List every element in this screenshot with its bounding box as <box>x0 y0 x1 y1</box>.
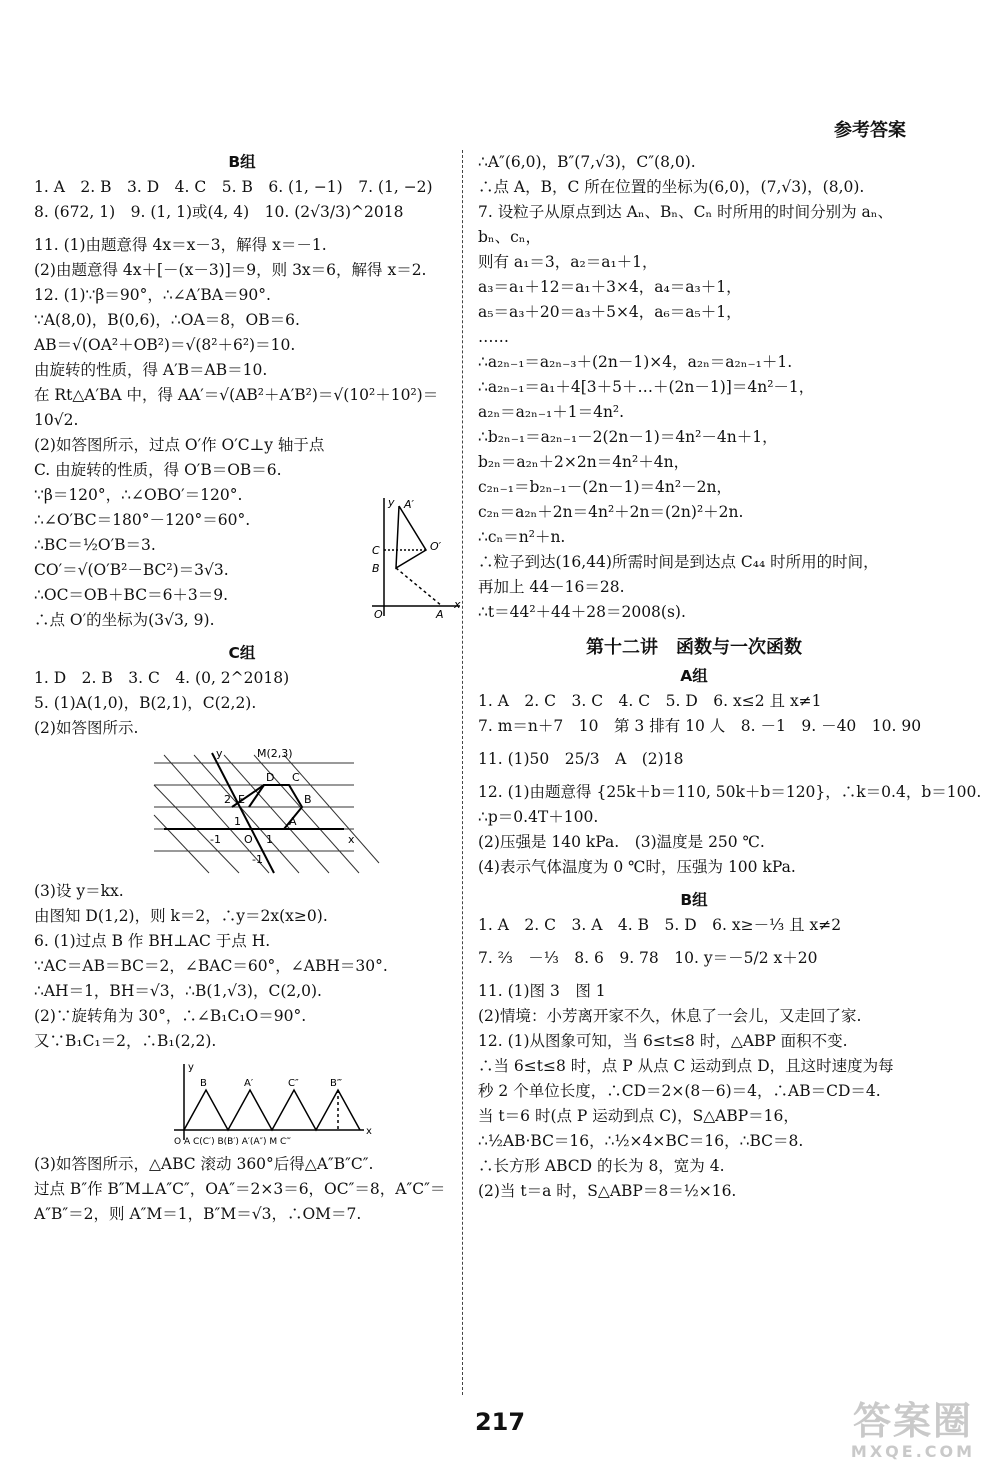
answer-line: 由图知 D(1,2)，则 k＝2，∴y＝2x(x≥0). <box>34 907 328 925</box>
answer-line: CO′＝√(O′B²－BC²)＝3√3. <box>34 561 229 579</box>
fig1-label: x <box>454 598 461 611</box>
answer-line: 秒 2 个单位长度，∴CD＝2×(8－6)＝4，∴AB＝CD＝4. <box>478 1082 881 1100</box>
watermark-url: MXQE.COM <box>850 1442 976 1461</box>
page-number: 217 <box>474 1408 526 1436</box>
answer-line: 又∵B₁C₁＝2，∴B₁(2,2). <box>34 1032 217 1050</box>
fig3-label: x <box>366 1126 372 1137</box>
answer-line: b₂ₙ＝a₂ₙ＋2×2n＝4n²＋4n， <box>478 453 690 471</box>
fig2-label: 2 <box>224 793 231 806</box>
section-title-c: C组 <box>228 644 256 662</box>
fig3-label: B <box>200 1078 207 1089</box>
fig1-label: B <box>372 562 380 575</box>
answer-line: 12. (1)∵β＝90°，∴∠A′BA＝90°. <box>34 286 271 304</box>
right-column <box>478 150 982 1204</box>
answer-line: 8. (672, 1) 9. (1, 1)或(4, 4) 10. (2√3/3)^2018 <box>34 203 404 221</box>
watermark-logo <box>848 1400 978 1466</box>
answer-line: (3)设 y＝kx. <box>34 882 124 900</box>
answer-line: 1. A 2. C 3. C 4. C 5. D 6. x≤2 且 x≠1 <box>478 692 822 710</box>
answer-line: 7. ⅔ －⅓ 8. 6 9. 78 10. y＝－5/2 x＋20 <box>478 949 818 967</box>
fig2-label: D <box>266 771 275 784</box>
answer-line: ∴½AB·BC＝16，∴½×4×BC＝16，∴BC＝8. <box>478 1132 804 1150</box>
answer-line: 当 t＝6 时(点 P 运动到点 C)，S△ABP＝16， <box>478 1107 799 1125</box>
answer-line: ∴t＝44²＋44＋28＝2008(s). <box>478 603 686 621</box>
answer-line: ∴AH＝1，BH＝√3，∴B(1,√3)，C(2,0). <box>34 982 322 1000</box>
fig3-label: y <box>188 1062 194 1073</box>
watermark-text: 答案圈 <box>852 1399 973 1443</box>
fig2-label: 1 <box>266 833 273 846</box>
answer-line: 1. D 2. B 3. C 4. (0, 2^2018) <box>34 669 290 687</box>
answer-line: 11. (1)由题意得 4x＝x－3，解得 x＝－1. <box>34 236 327 254</box>
fig2-label: A <box>289 815 297 828</box>
lecture-title: 第十二讲 函数与一次函数 <box>586 637 802 658</box>
answer-line: (4)表示气体温度为 0 ℃时，压强为 100 kPa. <box>478 858 796 876</box>
fig1-label: A <box>436 608 444 621</box>
fig1-label: y <box>388 496 395 509</box>
answer-line: ∴点 A，B，C 所在位置的坐标为(6,0)，(7,√3)，(8,0). <box>478 178 865 196</box>
answer-line: ∴当 6≤t≤8 时，点 P 从点 C 运动到点 D，且这时速度为每 <box>478 1057 894 1075</box>
fig1-label: A′ <box>404 498 415 511</box>
answer-line: 7. 设粒子从原点到达 Aₙ、Bₙ、Cₙ 时所用的时间分别为 aₙ、 <box>478 203 894 221</box>
answer-line: 1. A 2. C 3. A 4. B 5. D 6. x≥－⅓ 且 x≠2 <box>478 916 842 934</box>
answer-line: c₂ₙ＝a₂ₙ＋2n＝4n²＋2n＝(2n)²＋2n. <box>478 503 744 521</box>
section-title-b-left: B组 <box>228 153 256 171</box>
fig1-label: O′ <box>430 540 442 553</box>
answer-line: ∵AC＝AB＝BC＝2，∠BAC＝60°，∠ABH＝30°. <box>34 957 388 975</box>
fig3-label: C″ <box>288 1078 299 1089</box>
fig2-label: O <box>244 833 253 846</box>
answer-line: (2)如答图所示，过点 O′作 O′C⊥y 轴于点 <box>34 436 325 454</box>
answer-line: (2)当 t＝a 时，S△ABP＝8＝½×16. <box>478 1182 737 1200</box>
fig1-label: C <box>372 544 380 557</box>
answer-line: 5. (1)A(1,0)，B(2,1)，C(2,2). <box>34 694 257 712</box>
answer-line: a₃＝a₁＋12＝a₁＋3×4，a₄＝a₃＋1， <box>478 278 742 296</box>
left-column <box>34 150 450 1227</box>
answer-line: 12. (1)由题意得 {25k＋b＝110, 50k＋b＝120}，∴k＝0.4，b＝100. <box>478 783 982 801</box>
answer-line: 1. A 2. B 3. D 4. C 5. B 6. (1, −1) 7. (1, −2) <box>34 178 433 196</box>
answer-line: 过点 B″作 B″M⊥A″C″，OA″＝2×3＝6，OC″＝8，A″C″＝ <box>34 1180 446 1198</box>
answer-line: AB＝√(OA²＋OB²)＝√(8²＋6²)＝10. <box>34 336 296 354</box>
answer-line: 在 Rt△A′BA 中，得 AA′＝√(AB²＋A′B²)＝√(10²＋10²)＝ <box>34 386 439 404</box>
fig2-label: C <box>292 771 300 784</box>
column-divider <box>462 150 463 1395</box>
rotation-figure <box>364 496 464 621</box>
answer-line: ∴a₂ₙ₋₁＝a₂ₙ₋₃＋(2n－1)×4，a₂ₙ＝a₂ₙ₋₁＋1. <box>478 353 793 371</box>
answer-line: (2)∵旋转角为 30°，∴∠B₁C₁O＝90°. <box>34 1007 307 1025</box>
answer-line: ∴点 O′的坐标为(3√3, 9). <box>34 611 215 629</box>
answer-line: ∴OC＝OB＋BC＝6＋3＝9. <box>34 586 229 604</box>
section-title-b-right: B组 <box>680 891 708 909</box>
fig3-label: B‴ <box>330 1078 343 1089</box>
answer-line: c₂ₙ₋₁＝b₂ₙ₋₁－(2n－1)＝4n²－2n， <box>478 478 732 496</box>
answer-line: ∴b₂ₙ₋₁＝a₂ₙ₋₁－2(2n－1)＝4n²－4n＋1， <box>478 428 778 446</box>
answer-line: ∴p＝0.4T＋100. <box>478 808 599 826</box>
answer-line: ∴BC＝½O′B＝3. <box>34 536 156 554</box>
answer-line: 10√2. <box>34 411 79 429</box>
fig2-label: 1 <box>234 815 241 828</box>
answer-line: C. 由旋转的性质，得 O′B＝OB＝6. <box>34 461 282 479</box>
rolling-triangle-figure <box>34 1058 434 1148</box>
answer-line: ∴∠O′BC＝180°－120°＝60°. <box>34 511 251 529</box>
answer-line: (2)压强是 140 kPa. (3)温度是 250 ℃. <box>478 833 765 851</box>
page-header: 参考答案 <box>834 120 906 141</box>
answer-line: ∴长方形 ABCD 的长为 8，宽为 4. <box>478 1157 725 1175</box>
answer-line: ∴粒子到达(16,44)所需时间是到达点 C₄₄ 时所用的时间， <box>478 553 879 571</box>
answer-line: a₅＝a₃＋20＝a₃＋5×4，a₆＝a₅＋1， <box>478 303 742 321</box>
answer-line: …… <box>478 328 509 346</box>
grid-figure <box>34 745 434 875</box>
answer-line: 11. (1)图 3 图 1 <box>478 982 606 1000</box>
answer-line: ∴A″(6,0)，B″(7,√3)，C″(8,0). <box>478 153 696 171</box>
answer-line: 由旋转的性质，得 A′B＝AB＝10. <box>34 361 268 379</box>
answer-line: (2)情境：小芳离开家不久，休息了一会儿，又走回了家. <box>478 1007 862 1025</box>
answer-line: (2)如答图所示. <box>34 719 139 737</box>
answer-line: 再加上 44－16＝28. <box>478 578 625 596</box>
answer-line: a₂ₙ＝a₂ₙ₋₁＋1＝4n². <box>478 403 625 421</box>
answer-line: (2)由题意得 4x＋[－(x－3)]＝9，则 3x＝6，解得 x＝2. <box>34 261 427 279</box>
fig3-label: A′ <box>244 1078 254 1089</box>
fig3-label: O A C(C′) B(B′) A′(A″) M C‴ <box>174 1137 291 1147</box>
fig2-label: -1 <box>210 833 221 846</box>
fig2-label: E <box>238 793 245 806</box>
fig2-label: y <box>216 747 223 760</box>
answer-line: 则有 a₁＝3，a₂＝a₁＋1， <box>478 253 658 271</box>
fig2-label: B <box>304 793 312 806</box>
answer-line: bₙ、cₙ， <box>478 228 542 246</box>
answer-line: ∵A(8,0)，B(0,6)，∴OA＝8，OB＝6. <box>34 311 300 329</box>
answer-line: 6. (1)过点 B 作 BH⊥AC 于点 H. <box>34 932 271 950</box>
answer-line: ∵β＝120°，∴∠OBO′＝120°. <box>34 486 243 504</box>
fig2-label: x <box>348 833 355 846</box>
fig2-label: -1 <box>252 853 263 866</box>
fig1-label: O <box>374 608 383 621</box>
fig2-label: M(2,3) <box>257 747 293 760</box>
answer-line: ∴a₂ₙ₋₁＝a₁＋4[3＋5＋…＋(2n－1)]＝4n²－1， <box>478 378 815 396</box>
section-title-a: A组 <box>680 667 708 685</box>
answer-line: 7. m＝n＋7 10 第 3 排有 10 人 8. －1 9. －40 10. 90 <box>478 717 922 735</box>
answer-line: 11. (1)50 25/3 A (2)18 <box>478 750 684 768</box>
answer-line: A″B″＝2，则 A″M＝1，B″M＝√3，∴OM＝7. <box>34 1205 362 1223</box>
answer-line: ∴cₙ＝n²＋n. <box>478 528 566 546</box>
answer-line: 12. (1)从图象可知，当 6≤t≤8 时，△ABP 面积不变. <box>478 1032 848 1050</box>
answer-line: (3)如答图所示，△ABC 滚动 360°后得△A″B″C″. <box>34 1155 374 1173</box>
